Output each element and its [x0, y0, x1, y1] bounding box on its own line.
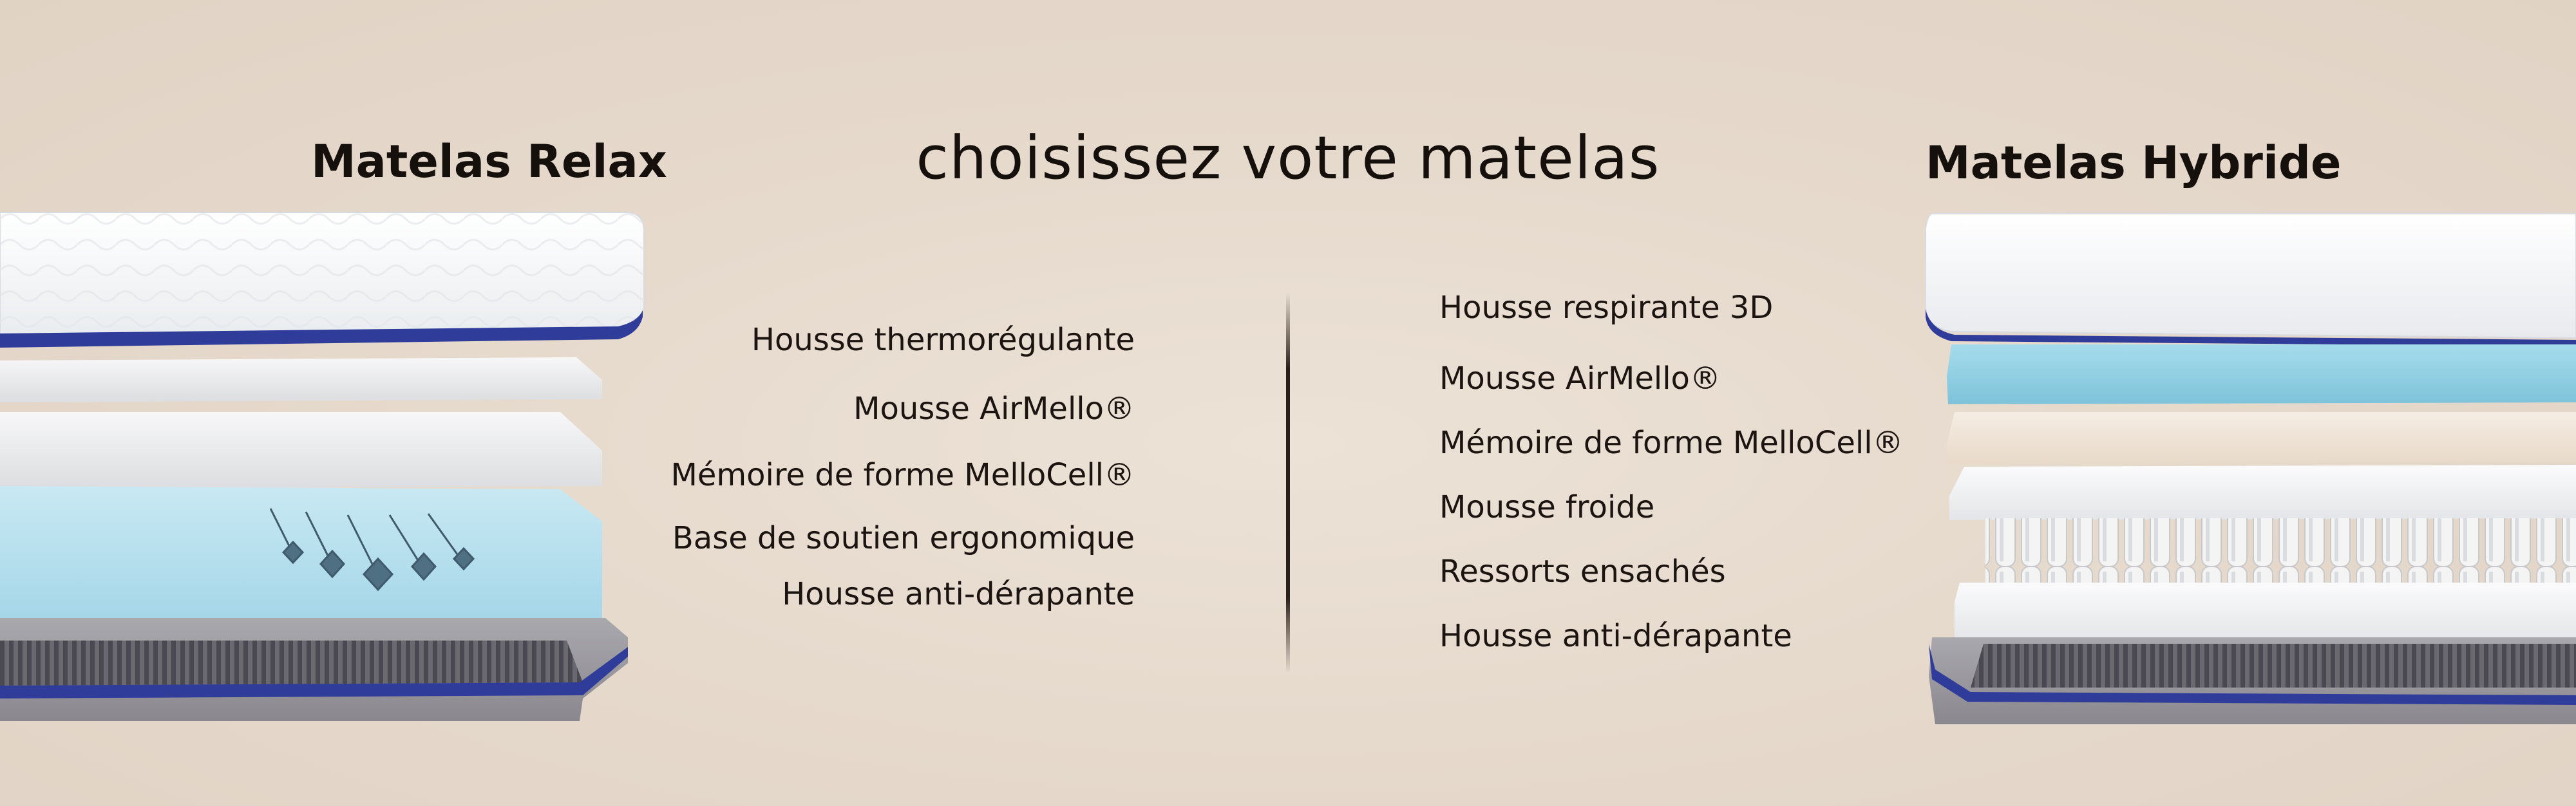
- relax-mattress-title[interactable]: Matelas Relax: [311, 135, 667, 188]
- hybrid-feature-item: Housse respirante 3D: [1439, 290, 1774, 326]
- hybrid-feature-item: Mousse froide: [1439, 489, 1655, 525]
- hybrid-mattress-title[interactable]: Matelas Hybride: [1926, 136, 2342, 189]
- hybrid-feature-item: Housse anti-dérapante: [1439, 618, 1792, 654]
- divider-line: [1286, 293, 1290, 673]
- relax-feature-item: Housse anti-dérapante: [782, 576, 1135, 612]
- relax-feature-item: Base de soutien ergonomique: [672, 520, 1135, 556]
- hybrid-feature-item: Mousse AirMello®: [1439, 361, 1721, 397]
- hybrid-feature-item: Ressorts ensachés: [1439, 554, 1726, 590]
- relax-feature-item: Mémoire de forme MelloCell®: [670, 457, 1135, 493]
- page-title: choisissez votre matelas: [916, 123, 1660, 192]
- relax-feature-item: Housse thermorégulante: [751, 322, 1135, 358]
- hybrid-feature-list: [1439, 0, 2019, 806]
- hybrid-feature-item: Mémoire de forme MelloCell®: [1439, 425, 1904, 461]
- relax-feature-list: [0, 0, 1135, 806]
- relax-feature-item: Mousse AirMello®: [853, 391, 1135, 427]
